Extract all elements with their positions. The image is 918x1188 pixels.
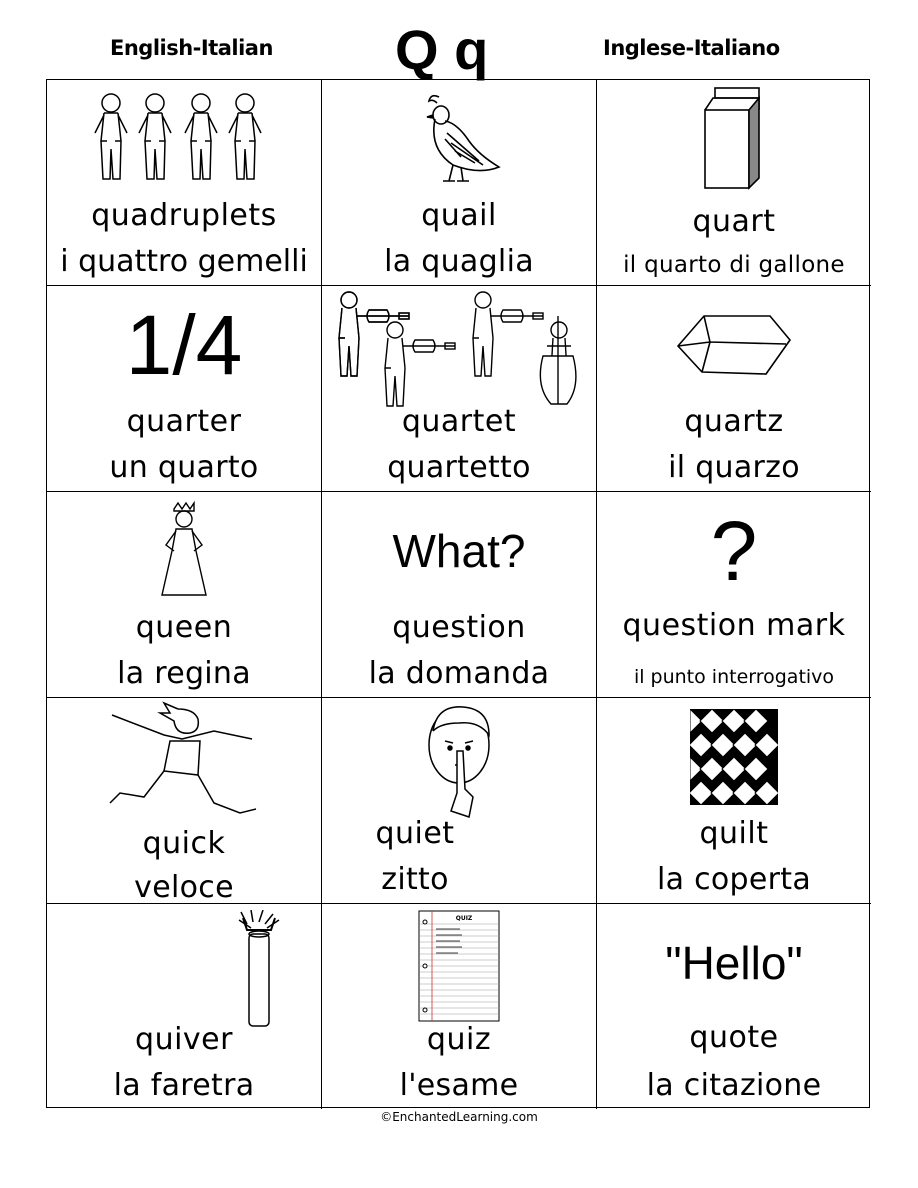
card-question-mark — [597, 492, 871, 698]
card-quiz — [322, 904, 597, 1109]
queen-icon — [47, 492, 321, 610]
picture-text: 1/4 — [125, 297, 243, 392]
picture-text: What? — [392, 525, 526, 577]
quiz-paper-icon — [322, 904, 596, 1028]
word-italian: la domanda — [368, 656, 550, 691]
word-italian: un quarto — [109, 450, 259, 485]
word-italian: la coperta — [656, 862, 812, 897]
quiver-icon — [47, 904, 321, 1034]
crystal-icon — [597, 286, 871, 404]
card-question — [322, 492, 597, 698]
quiz-paper-title: QUIZ — [455, 915, 473, 922]
word-english: quiet — [375, 816, 455, 851]
word-italian: la faretra — [113, 1068, 255, 1103]
quartet-icon — [322, 286, 596, 416]
word-italian: il punto interrogativo — [633, 666, 835, 688]
word-english: queen — [135, 610, 233, 645]
word-english: quilt — [699, 816, 769, 851]
word-italian: la citazione — [646, 1068, 822, 1103]
word-english: quartz — [684, 404, 784, 439]
copyright-footer: ©EnchantedLearning.com — [380, 1110, 538, 1124]
header-english-italian: English-Italian — [110, 36, 273, 60]
card-quilt — [597, 698, 871, 904]
card-quarter — [47, 286, 322, 492]
word-italian: l'esame — [399, 1068, 519, 1103]
card-queen — [47, 492, 322, 698]
picture-text: ? — [710, 503, 758, 598]
page-title: Q q — [395, 18, 489, 81]
word-english: quiz — [426, 1022, 492, 1057]
quadruplets-icon — [47, 80, 321, 198]
word-english: quiver — [135, 1022, 233, 1057]
card-quick — [47, 698, 322, 904]
card-quartet — [322, 286, 597, 492]
quilt-icon — [597, 698, 871, 816]
word-italian: il quarto di gallone — [623, 252, 845, 278]
word-italian: zitto — [381, 862, 449, 897]
header-inglese-italiano: Inglese-Italiano — [603, 36, 780, 60]
card-quart — [597, 80, 871, 286]
word-english: quail — [421, 198, 497, 233]
word-italian: veloce — [134, 870, 234, 904]
card-quiet — [322, 698, 597, 904]
word-italian: la quaglia — [384, 244, 534, 279]
card-quadruplets — [47, 80, 322, 286]
word-italian: il quarzo — [668, 450, 800, 485]
word-english: quartet — [401, 404, 517, 439]
word-italian: quartetto — [387, 450, 531, 485]
word-italian: i quattro gemelli — [60, 244, 308, 279]
word-english: question — [392, 610, 526, 645]
card-quiver — [47, 904, 322, 1109]
card-quartz — [597, 286, 871, 492]
milk-carton-icon — [597, 80, 871, 198]
picture-text: "Hello" — [665, 937, 803, 989]
word-english: quart — [692, 204, 776, 239]
word-english: quadruplets — [91, 198, 277, 233]
card-quail — [322, 80, 597, 286]
word-english: quarter — [126, 404, 242, 439]
word-english: quick — [142, 826, 226, 861]
card-quote — [597, 904, 871, 1109]
word-italian: la regina — [117, 656, 251, 691]
vocabulary-grid — [46, 79, 870, 1108]
quail-icon — [322, 80, 596, 198]
word-english: question mark — [622, 608, 846, 643]
shush-face-icon — [322, 698, 596, 822]
running-person-icon — [47, 698, 321, 828]
word-english: quote — [689, 1020, 779, 1055]
